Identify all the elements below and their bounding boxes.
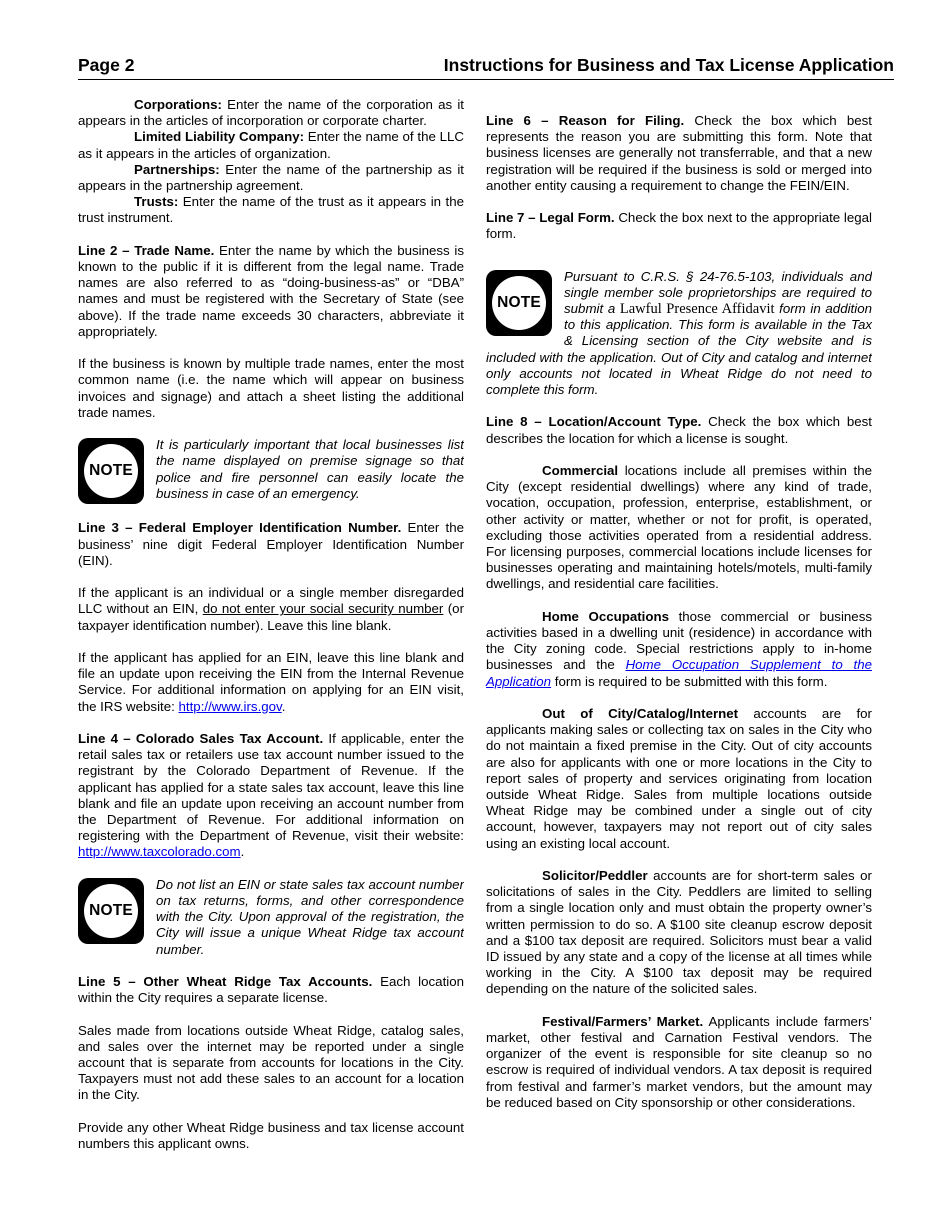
note-icon — [78, 438, 144, 504]
lawful-presence-affidavit: Lawful Presence Affidavit — [619, 301, 775, 318]
page-header — [78, 55, 894, 80]
line3-text: Enter the business’ nine digit Federal Employer Identification Number (EIN). — [78, 520, 465, 568]
trusts-paragraph — [78, 194, 464, 226]
note-icon — [486, 270, 552, 336]
corporations-paragraph — [78, 97, 464, 129]
llc-text: Enter the name of the LLC as it appears in the articles of organization. — [78, 129, 464, 161]
trusts-text: Enter the name of the trust as it appears in the trust instrument. — [78, 194, 464, 226]
page-title: Instructions for Business and Tax License Application — [443, 55, 894, 75]
line5-text: Each location within the City requires a separate license. — [78, 974, 465, 1006]
note-block-lawful-presence — [486, 269, 872, 399]
out-of-city-paragraph — [486, 706, 872, 852]
line2-paragraph — [78, 243, 464, 340]
line4-label: Line 4 – Colorado Sales Tax Account. — [78, 731, 324, 746]
line8-text: Check the box which best describes the location for which a license is sought. — [486, 414, 872, 446]
line5-label: Line 5 – Other Wheat Ridge Tax Accounts. — [78, 974, 373, 990]
irs-website-link[interactable]: http://www.irs.gov — [178, 698, 282, 714]
partnerships-paragraph — [78, 162, 464, 194]
note-block-signage — [78, 437, 464, 504]
line8-paragraph — [486, 414, 872, 446]
ssn-warning: do not enter your social security number — [202, 601, 444, 617]
line6-text: Check the box which best represents the reason you are submitting this form. Note that business licenses are generally not transferrable, and that a new registration will be required if the business is sold or merged into another entity causing a requirement to change the FEIN/EIN. — [486, 113, 872, 193]
solicitor-paragraph — [486, 868, 872, 998]
trusts-label: Trusts: — [134, 194, 179, 210]
note-block-ein — [78, 877, 464, 958]
line7-paragraph — [486, 210, 872, 242]
provide-other-paragraph: Provide any other Wheat Ridge business and tax license account numbers this applicant owns. — [78, 1119, 464, 1152]
line6-paragraph — [486, 113, 872, 194]
line7-label: Line 7 – Legal Form. — [486, 210, 615, 226]
commercial-label: Commercial — [542, 463, 619, 479]
solicitor-label: Solicitor/Peddler — [542, 868, 648, 884]
home-occupations-paragraph — [486, 609, 872, 690]
line3-label: Line 3 – Federal Employer Identification Number. — [78, 520, 402, 536]
solicitor-text: accounts are for short-term sales or solicitations of sales in the City. Peddlers are limited to selling from a single location only and must obtain the property owner’s written permission to do so. A $100 site cleanup escrow deposit and a $100 tax deposit are required. Solicitors must bear a valid ID issued by any state and a copy of the license at all times while working in the City. A $100 tax deposit may be required depending on the nature of the solicited sales. — [486, 868, 872, 997]
festival-text: Applicants include farmers’ market, other festival and Carnation Festival vendors. The organizer of the event is responsible for site cleanup so no escrow is required of individual vendors. A tax deposit is required from festival and farmer’s market vendors, but the amount may be reduced based on City sponsorship or other considerations. — [486, 1013, 872, 1110]
line2-label: Line 2 – Trade Name. — [78, 242, 215, 258]
individual-applicant-paragraph — [78, 585, 464, 634]
commercial-text: locations include all premises within the City (except residential dwellings) where any kind of trade, vocation, occupation, profession, enterprise, establishment, or other activity or matter, whether or not for profit, is operated, excluding those activities operated from a residential address. For licensing purposes, commercial locations include licenses for businesses operating and maintaining hotels/motels, multi-family dwellings, and residential care facilities. — [486, 463, 872, 592]
line5-paragraph — [78, 974, 464, 1006]
note-signage-text: It is particularly important that local businesses list the name displayed on premise signage so that police and fire personnel can easily locate the business in case of an emergency. — [156, 437, 464, 501]
note-ein-text: Do not list an EIN or state sales tax account number on tax returns, forms, and other correspondence with the City. Upon approval of the registration, the City will issue a unique Wheat Ridge tax account number. — [156, 876, 464, 957]
home-occupations-text-start: those commercial or business activities based in a dwelling unit (residence) in accordance with the City zoning code. Special restrictions apply to in-home businesses and the — [486, 608, 872, 673]
corporations-label: Corporations: — [134, 97, 222, 112]
note-lawful-text-start: Pursuant to C.R.S. § 24-76.5-103, individuals and single member sole proprietorships are required to submit a — [564, 268, 872, 317]
sales-outside-paragraph: Sales made from locations outside Wheat Ridge, catalog sales, and sales over the internet may be reported under a single account that is separate from accounts for locations in the City. Taxpayers must not add these sales to an account for a location in the City. — [78, 1022, 464, 1103]
festival-label: Festival/Farmers’ Market. — [542, 1013, 704, 1029]
partnerships-label: Partnerships: — [134, 161, 220, 177]
individual-text-start: If the applicant is an individual or a single member disregarded LLC without an EIN, — [78, 585, 464, 617]
commercial-paragraph — [486, 463, 872, 593]
out-of-city-text: accounts are for applicants making sales or collecting tax on sales in the City who do not maintain a fixed premise in the City. Out of city accounts are also for applicants with one or more locations in the City to report sales of property and services originating from location outside Wheat Ridge. Sales from multiple locations outside Wheat Ridge may be combined under a single out of city account, however, taxpayers may not report out of city sales using an existing local account. — [486, 706, 872, 851]
note-icon-label: NOTE — [497, 293, 541, 311]
note-icon-label: NOTE — [89, 901, 133, 919]
individual-text-end: (or taxpayer identification number). Leave this line blank. — [78, 601, 464, 633]
note-icon-label: NOTE — [89, 462, 133, 480]
festival-paragraph — [486, 1014, 872, 1111]
line8-label: Line 8 – Location/Account Type. — [486, 414, 702, 430]
line2-text: Enter the name by which the business is known to the public if it is different from the legal name. Trade names are also referred to as “doing-business-as” or “DBA” names and must be registered with the Secretary of State (see above). If the trade name exceeds 30 characters, abbreviate it appropriately. — [78, 242, 464, 339]
line7-text: Check the box next to the appropriate legal form. — [486, 210, 872, 242]
applied-ein-text: If the applicant has applied for an EIN, leave this line blank and file an update upon receiving the EIN from the Internal Revenue Service. For additional information on applying for an EIN visit, the IRS website: — [78, 650, 464, 714]
right-column — [486, 113, 872, 1111]
home-occupation-supplement-link[interactable]: Home Occupation Supplement to the Application — [486, 657, 872, 689]
note-icon — [78, 878, 144, 944]
taxcolorado-link[interactable]: http://www.taxcolorado.com — [78, 844, 241, 860]
llc-paragraph — [78, 129, 464, 161]
multiple-trade-names-paragraph: If the business is known by multiple trade names, enter the most common name (i.e. the name which will appear on business invoices and signage) and attach a sheet listing the additional trade names. — [78, 356, 464, 420]
left-column — [78, 97, 464, 1152]
llc-label: Limited Liability Company: — [134, 129, 305, 145]
page-number: Page 2 — [78, 55, 135, 75]
home-occupations-text-end: form is required to be submitted with this form. — [551, 673, 828, 689]
home-occupations-label: Home Occupations — [542, 608, 670, 624]
line4-paragraph: Line 4 – Colorado Sales Tax Account. If applicable, enter the retail sales tax or retailers use tax account number issued to the registrant by the Colorado Department of Revenue. If the applicant has applied for a state sales tax account, leave this line blank and file an update upon receiving an account number from the Department of Revenue. For additional information on registering with the Department of Revenue, visit their website: http://www.taxcolorado.com. — [78, 731, 464, 860]
out-of-city-label: Out of City/Catalog/Internet — [542, 706, 739, 722]
line4-text: If applicable, enter the retail sales tax or retailers use tax account number issued to the registrant by the Colorado Department of Revenue. If the applicant has applied for a state sales tax account, leave this line blank and file an update upon receiving an account number from the Department of Revenue. For additional information on registering with the Department of Revenue, visit their website: — [78, 731, 464, 844]
applied-ein-paragraph: If the applicant has applied for an EIN, leave this line blank and file an update upon receiving the EIN from the Internal Revenue Service. For additional information on applying for an EIN visit, the IRS website: http://www.irs.gov. — [78, 650, 464, 714]
line3-paragraph — [78, 520, 464, 569]
corporations-text: Enter the name of the corporation as it appears in the articles of incorporation or corporate charter. — [78, 97, 464, 129]
line6-label: Line 6 – Reason for Filing. — [486, 113, 685, 128]
partnerships-text: Enter the name of the partnership as it appears in the partnership agreement. — [78, 161, 464, 194]
note-lawful-text-end: form in addition to this application. This form is available in the Tax & Licensing section of the City website and is included with the application. Out of City and catalog and internet only accounts not located in Wheat Ridge do not need to complete this form. — [486, 301, 872, 398]
